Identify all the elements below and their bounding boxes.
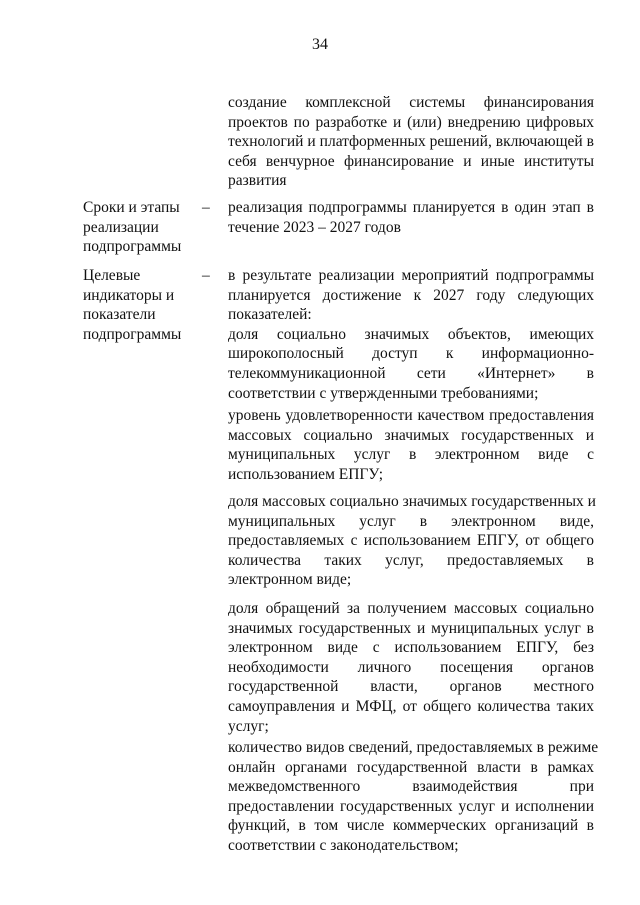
text-line: в результате реализации мероприятий подпрограммы <box>228 267 594 284</box>
text-line: количества таких услуг, предоставляемых в <box>228 551 594 569</box>
text-line: услуг; <box>228 717 269 735</box>
timeline-paragraph <box>228 198 594 237</box>
label-line: индикаторы и <box>83 286 175 304</box>
text-line: массовых социально значимых государственных и <box>228 426 594 444</box>
label-dash: – <box>202 199 210 216</box>
text-line: доля массовых социально значимых государственных и <box>228 493 596 510</box>
text-line: электронном виде; <box>228 571 352 589</box>
indicators-intro-paragraph <box>228 266 594 403</box>
text-line: доля обращений за получением массовых социально <box>228 600 594 617</box>
text-line: течение 2023 – 2027 годов <box>228 218 401 236</box>
text-line: самоуправления и МФЦ, от общего количества таких <box>228 697 594 715</box>
text-line: функций, в том числе коммерческих организаций в <box>228 817 594 835</box>
text-line: электронном виде с использованием ЕПГУ, без <box>228 639 594 657</box>
text-line: планируется достижение к 2027 году следующих <box>228 286 594 304</box>
text-line: онлайн органами государственной власти в рамках <box>228 758 594 776</box>
label-line: подпрограммы <box>83 238 182 256</box>
text-line: широкополосный доступ к информационно- <box>228 345 594 363</box>
indicator-paragraph <box>228 492 594 590</box>
label-line: Целевые <box>83 267 141 284</box>
label-dash: – <box>202 267 210 284</box>
text-line: уровень удовлетворенности качеством предоставления <box>228 407 594 424</box>
section-label-timeline <box>83 198 203 257</box>
text-line: развития <box>228 172 287 190</box>
text-line: межведомственного взаимодействия при <box>228 778 594 796</box>
text-line: предоставляемых с использованием ЕПГУ, от общего <box>228 532 594 550</box>
indicator-paragraph <box>228 738 599 856</box>
text-line: реализация подпрограммы планируется в один этап в <box>228 199 594 216</box>
text-line: использованием ЕПГУ; <box>228 465 384 483</box>
intro-paragraph <box>228 93 594 191</box>
label-line: Сроки и этапы <box>83 199 180 216</box>
text-line: технологий и платформенных решений, включающей в <box>228 133 594 151</box>
text-line: значимых государственных и муниципальных услуг в <box>228 619 594 637</box>
text-line: муниципальных услуг в электронном виде с <box>228 446 594 464</box>
text-line: доля социально значимых объектов, имеющих <box>228 325 594 343</box>
section-label-indicators <box>83 266 203 344</box>
page-number: 34 <box>312 36 328 53</box>
text-line: государственной власти, органов местного <box>228 678 594 696</box>
text-line: количество видов сведений, предоставляемых в режиме <box>228 739 599 756</box>
text-line: соответствии с законодательством; <box>228 836 459 854</box>
text-line: себя венчурное финансирование и иные институты <box>228 152 594 170</box>
label-line: подпрограммы <box>83 325 182 343</box>
indicator-paragraph <box>228 599 594 736</box>
text-line: создание комплексной системы финансирования <box>228 94 594 111</box>
text-line: проектов по разработке и (или) внедрению цифровых <box>228 113 594 131</box>
text-line: показателей: <box>228 306 312 324</box>
text-line: муниципальных услуг в электронном виде, <box>228 512 594 530</box>
text-line: предоставлении государственных услуг и исполнении <box>228 797 594 815</box>
indicator-paragraph <box>228 406 594 484</box>
label-line: показатели <box>83 306 156 324</box>
label-line: реализации <box>83 218 159 236</box>
text-line: телекоммуникационной сети «Интернет» в <box>228 364 594 382</box>
text-line: соответствии с утвержденными требованиями; <box>228 384 539 402</box>
text-line: необходимости личного посещения органов <box>228 658 594 676</box>
